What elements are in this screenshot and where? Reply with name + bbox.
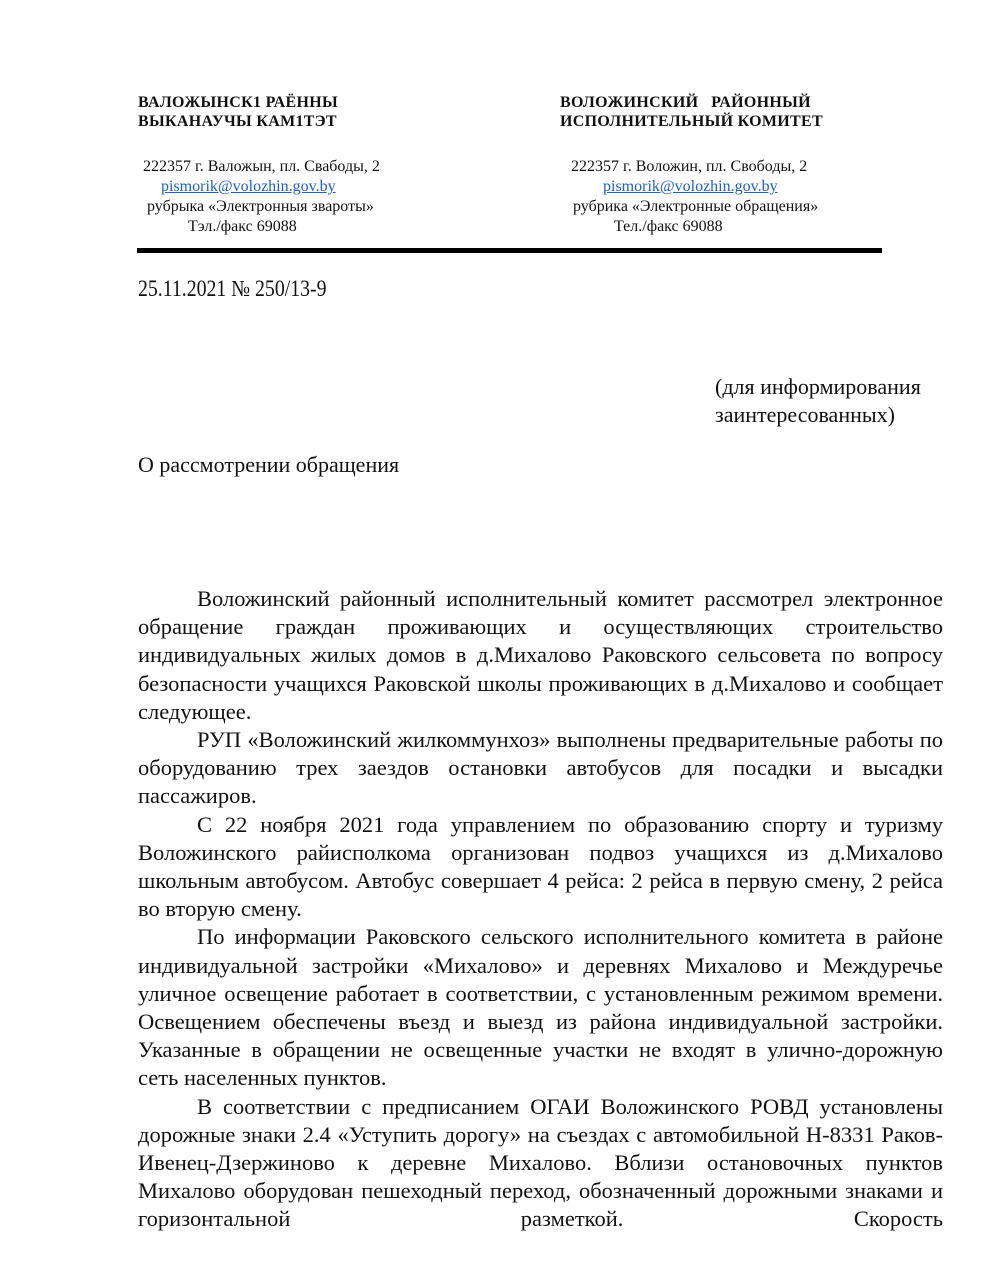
body-paragraph: РУП «Воложинский жилкоммунхоз» выполнены предварительные работы по оборудованию трех заездов остановки автобусов для посадки и высадки пассажиров.	[138, 727, 943, 809]
letterhead-right-title-line2: ИСПОЛНИТЕЛЬНЫЙ КОМИТЕТ	[560, 113, 823, 130]
document-body	[138, 585, 943, 1234]
body-paragraph: В соответствии с предписанием ОГАИ Воложинского РОВД установлены дорожные знаки 2.4 «Уступить дорогу» на съездах с автомобильной Н-8331 Раков-Ивенец-Дзержиново к деревне Михалово. Вблизи остановочных пунктов Михалово оборудован пешеходный переход, обозначенный дорожными знаками и горизонтальной разметкой. Скорость	[138, 1093, 943, 1232]
letterhead-left-title-line1: ВАЛОЖЫНСК1 РАЁННЫ	[138, 94, 338, 111]
letterhead-left-title-line2: ВЫКАНАУЧЫ КАМ1ТЭТ	[138, 113, 337, 130]
letterhead-right-address: 222357 г. Воложин, пл. Свободы, 2	[571, 158, 808, 175]
letterhead-right	[560, 93, 823, 131]
letterhead-right-title-line1: ВОЛОЖИНСКИЙ РАЙОННЫЙ	[560, 94, 811, 111]
addressee-line1: (для информирования	[715, 374, 921, 399]
letterhead-divider	[137, 248, 882, 253]
letterhead-left-rubric: рубрыка «Электронныя звароты»	[147, 198, 374, 215]
letterhead-left-phone: Тэл./факс 69088	[188, 218, 297, 235]
letterhead-right-email-link[interactable]: pismorik@volozhin.gov.by	[603, 178, 778, 195]
letterhead-left	[138, 93, 338, 131]
addressee-line2: заинтересованных)	[715, 402, 895, 427]
document-reference: 25.11.2021 № 250/13-9	[138, 276, 327, 301]
body-paragraph: С 22 ноября 2021 года управлением по образованию спорту и туризму Воложинского райисполкома организован подвоз учащихся из д.Михалово школьным автобусом. Автобус совершает 4 рейса: 2 рейса в первую смену, 2 рейса во вторую смену.	[138, 811, 943, 922]
letterhead-right-phone: Тел./факс 69088	[614, 218, 723, 235]
letterhead-left-address: 222357 г. Валожын, пл. Свабоды, 2	[143, 158, 380, 175]
letterhead-right-rubric: рубрика «Электронные обращения»	[573, 198, 819, 215]
document-subject: О рассмотрении обращения	[138, 452, 400, 477]
body-paragraph: По информации Раковского сельского исполнительного комитета в районе индивидуальной застройки «Михалово» и деревнях Михалово и Междуречье уличное освещение работает в соответствии, с установленным режимом времени. Освещением обеспечены въезд и выезд из района индивидуальной застройки. Указанные в обращении не освещенные участки не входят в улично-дорожную сеть населенных пунктов.	[138, 924, 943, 1091]
letterhead-left-email-link[interactable]: pismorik@volozhin.gov.by	[161, 178, 336, 195]
body-paragraph: Воложинский районный исполнительный комитет рассмотрел электронное обращение граждан проживающих и осуществляющих строительство индивидуальных жилых домов в д.Михалово Раковского сельсовета по вопросу безопасности учащихся Раковской школы проживающих в д.Михалово и сообщает следующее.	[138, 586, 943, 724]
addressee-block	[715, 373, 921, 429]
